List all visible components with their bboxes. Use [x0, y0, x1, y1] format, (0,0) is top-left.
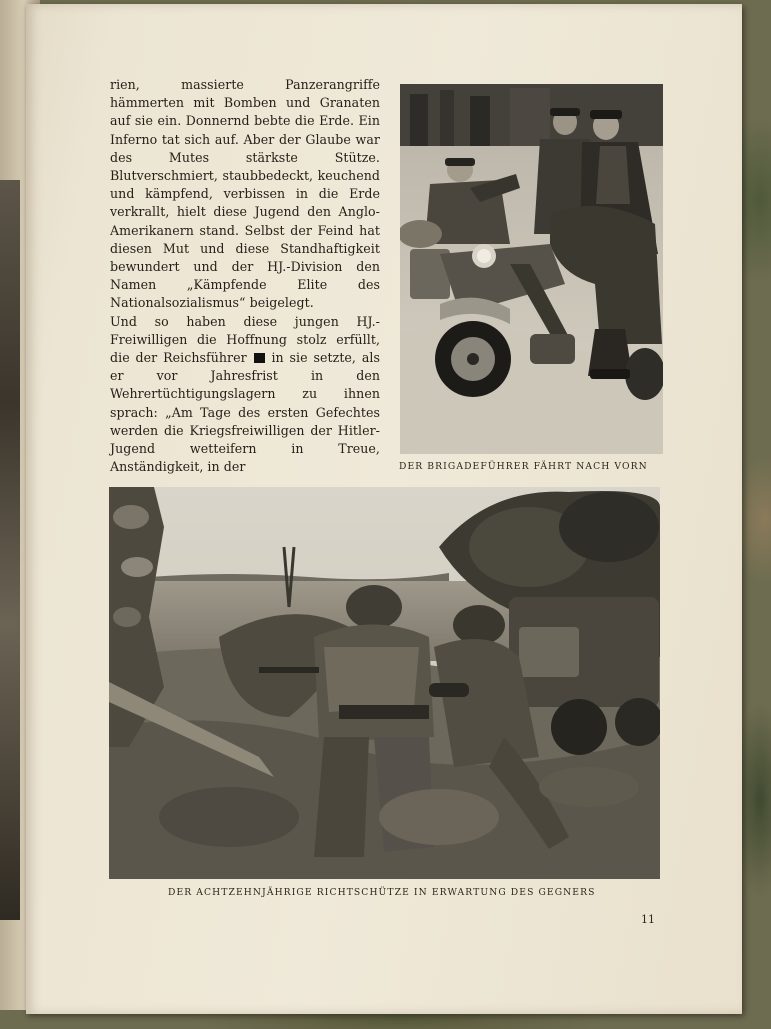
body-text-column	[110, 76, 380, 476]
photo-motorcycle-officers	[400, 84, 663, 454]
page-number: 11	[641, 913, 655, 926]
body-paragraph-1: rien, massierte Panzerangriffe hämmerten mit Bomben und Granaten auf sie ein. Donnernd bebte die Erde. Ein Inferno tat sich auf. Aber der Glaube war des Mutes stärkste Stütze. Blutverschmiert, staubbedeckt, keuchend und kämpfend, verbissen in die Erde verkrallt, hielt diese Jugend den Anglo-Amerikanern stand. Selbst der Feind hat diesen Mut und diese Standhaftigkeit bewundert und der HJ.-Division den Namen „Kämpfende Elite des Nationalsozialismus“ beigelegt.	[110, 77, 380, 311]
photo-machine-gunner	[109, 487, 660, 879]
underlying-photo-edge	[0, 180, 20, 920]
caption-top-photo: DER BRIGADEFÜHRER FÄHRT NACH VORN	[399, 461, 648, 472]
censored-rune-mark	[254, 353, 265, 363]
body-paragraph-2	[110, 313, 380, 477]
caption-bottom-photo: DER ACHTZEHNJÄHRIGE RICHTSCHÜTZE IN ERWARTUNG DES GEGNERS	[168, 887, 596, 898]
paragraph-2-end: in sie setzte, als er vor Jahresfrist in den Wehrertüchtigungslagern zu ihnen sprach: „Am Tage des ersten Gefechtes werden die Kriegsfreiwilligen der Hitler-Jugend wetteifern in Treue, Anständigkeit, in der	[110, 350, 380, 475]
paragraph-2-start: Und so haben diese jungen HJ.-Freiwilligen die Hoffnung stolz erfüllt, die der Reichsführer	[110, 313, 380, 366]
